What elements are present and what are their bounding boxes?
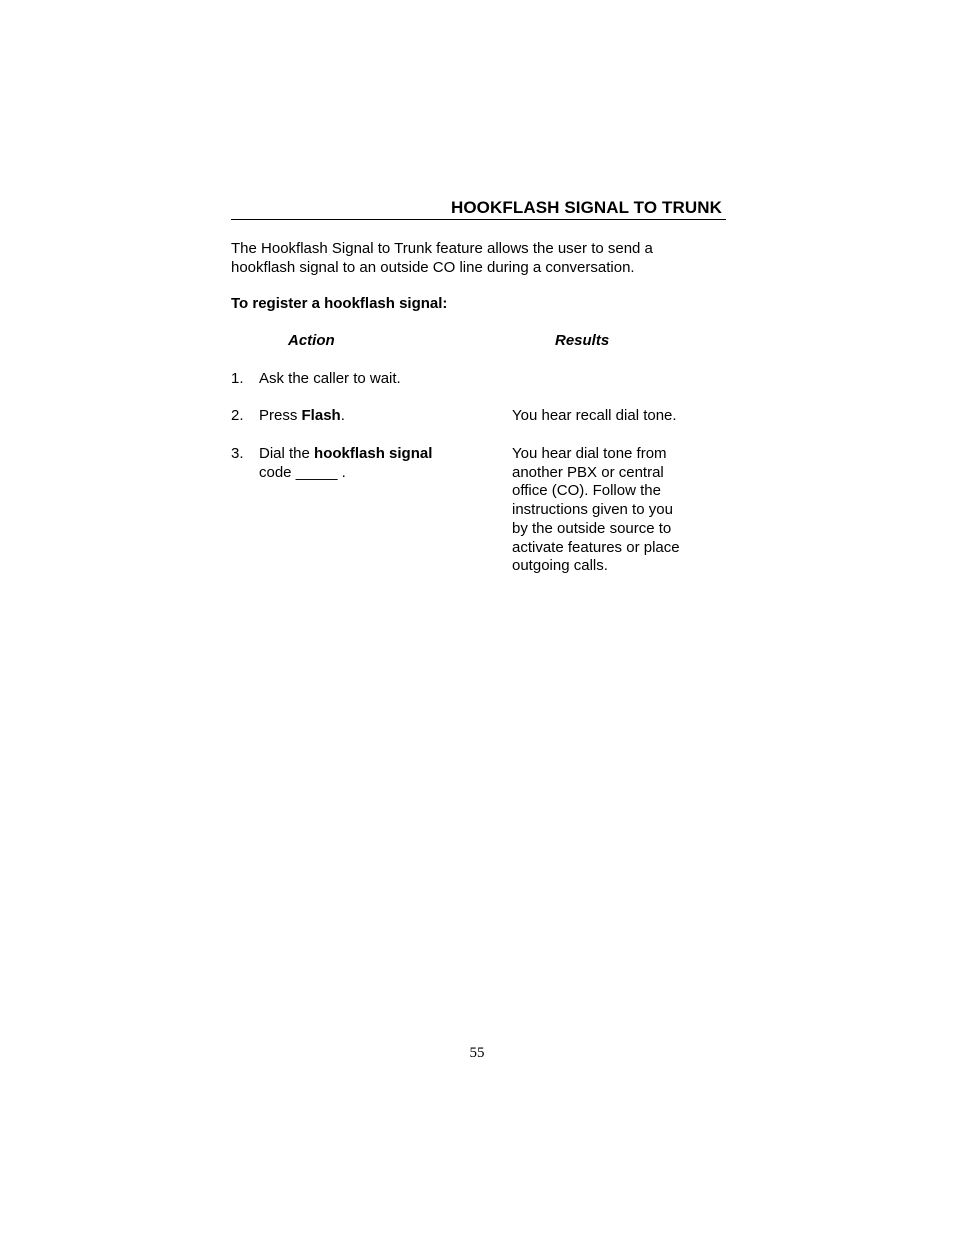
action-column-header: Action <box>288 332 335 349</box>
step-action-line2: code _____ . <box>259 463 346 481</box>
step-action-prefix: Dial the <box>259 445 315 462</box>
result-line: You hear dial tone from <box>512 445 667 462</box>
step-action-text <box>259 407 479 426</box>
intro-line: The Hookflash Signal to Trunk feature allows the user to send a <box>231 240 653 257</box>
step-action-suffix: . <box>340 407 345 424</box>
result-line: activate features or place <box>512 538 680 556</box>
result-line: You hear recall dial tone. <box>512 407 677 424</box>
step-action <box>259 407 479 426</box>
step-action-text: Ask the caller to wait. <box>259 370 401 387</box>
procedure-heading: To register a hookflash signal: <box>231 295 448 312</box>
step-2-result <box>512 407 726 426</box>
step-3-result <box>512 445 726 576</box>
step-number: 3. <box>231 445 244 462</box>
page-number: 55 <box>469 1045 485 1061</box>
section-title: HOOKFLASH SIGNAL TO TRUNK <box>450 198 722 217</box>
flash-key-label: Flash <box>301 407 341 424</box>
step-action <box>259 445 479 482</box>
intro-line: hookflash signal to an outside CO line during a conversation. <box>231 259 635 276</box>
result-line: another PBX or central <box>512 463 664 481</box>
results-column-header: Results <box>555 332 610 349</box>
step-action <box>259 370 479 389</box>
result-line: by the outside source to <box>512 519 672 537</box>
result-line: outgoing calls. <box>512 557 608 575</box>
hookflash-signal-label: hookflash signal <box>314 445 433 462</box>
result-line: instructions given to you <box>512 501 673 519</box>
section-title-rule <box>231 197 726 220</box>
intro-paragraph <box>231 239 726 277</box>
step-action-text <box>259 445 479 464</box>
step-action-prefix: Press <box>259 407 302 424</box>
step-number: 1. <box>231 370 244 387</box>
step-number: 2. <box>231 407 244 424</box>
result-line: office (CO). Follow the <box>512 482 661 500</box>
